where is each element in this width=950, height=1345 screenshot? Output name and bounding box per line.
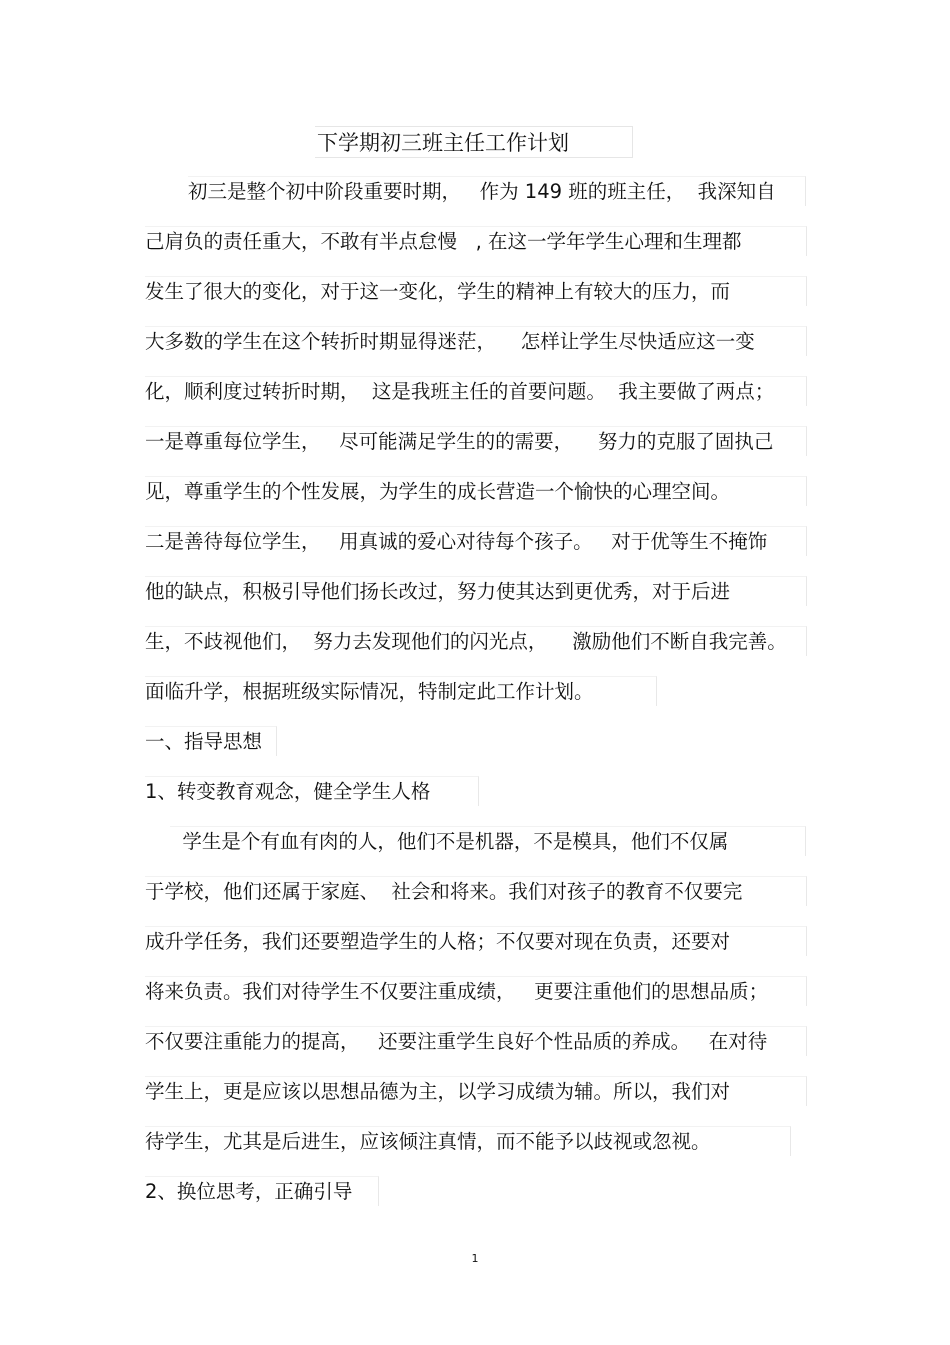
paragraph-line: 他的缺点，积极引导他们扬长改过，努力使其达到更优秀，对于后进 — [145, 576, 807, 606]
subsection-heading: 2、换位思考，正确引导 — [145, 1176, 379, 1206]
paragraph-line: 于学校，他们还属于家庭、 社会和将来。我们对孩子的教育不仅要完 — [145, 876, 807, 906]
section-heading: 一、指导思想 — [145, 726, 277, 756]
document-title: 下学期初三班主任工作计划 — [315, 126, 633, 158]
paragraph-line: 化，顺利度过转折时期， 这是我班主任的首要问题。 我主要做了两点； — [145, 376, 807, 406]
paragraph-line: 学生上，更是应该以思想品德为主，以学习成绩为辅。所以，我们对 — [145, 1076, 807, 1106]
paragraph-line: 不仅要注重能力的提高， 还要注重学生良好个性品质的养成。 在对待 — [145, 1026, 807, 1056]
paragraph-line: 二是善待每位学生， 用真诚的爱心对待每个孩子。 对于优等生不掩饰 — [145, 526, 807, 556]
paragraph-line: 发生了很大的变化，对于这一变化，学生的精神上有较大的压力，而 — [145, 276, 807, 306]
paragraph-line: 学生是个有血有肉的人，他们不是机器，不是模具，他们不仅属 — [170, 826, 806, 856]
paragraph-line: 一是尊重每位学生， 尽可能满足学生的的需要， 努力的克服了固执己 — [145, 426, 807, 456]
paragraph-line: 成升学任务，我们还要塑造学生的人格；不仅要对现在负责，还要对 — [145, 926, 807, 956]
paragraph-line: 初三是整个初中阶段重要时期， 作为 149 班的班主任， 我深知自 — [188, 176, 806, 206]
paragraph-line: 将来负责。我们对待学生不仅要注重成绩， 更要注重他们的思想品质； — [145, 976, 807, 1006]
paragraph-line: 生，不歧视他们， 努力去发现他们的闪光点， 激励他们不断自我完善。 — [145, 626, 807, 656]
paragraph-line: 面临升学，根据班级实际情况，特制定此工作计划。 — [145, 676, 657, 706]
paragraph-line: 待学生，尤其是后进生，应该倾注真情，而不能予以歧视或忽视。 — [145, 1126, 791, 1156]
subsection-heading: 1、转变教育观念，健全学生人格 — [145, 776, 479, 806]
page-number: 1 — [471, 1252, 479, 1265]
paragraph-line: 己肩负的责任重大，不敢有半点怠慢 , 在这一学年学生心理和生理都 — [145, 226, 807, 256]
paragraph-line: 见，尊重学生的个性发展，为学生的成长营造一个愉快的心理空间。 — [145, 476, 807, 506]
paragraph-line: 大多数的学生在这个转折时期显得迷茫， 怎样让学生尽快适应这一变 — [145, 326, 807, 356]
